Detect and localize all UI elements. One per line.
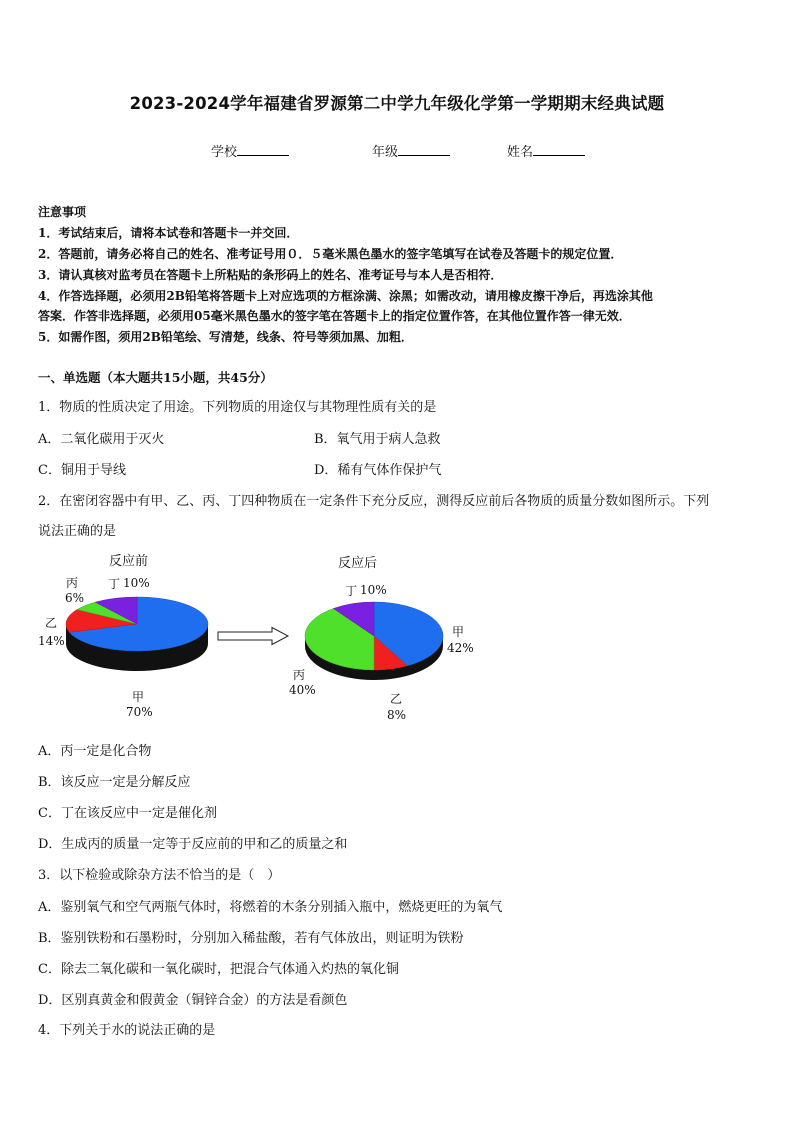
before-label-bing: 丙 [66, 576, 79, 590]
chart-title-after: 反应后 [338, 556, 378, 571]
q2-option-d[interactable]: D．生成丙的质量一定等于反应前的甲和乙的质量之和 [38, 837, 348, 852]
before-value-ding: 10% [123, 576, 150, 590]
before-label-jia: 甲 [132, 690, 145, 704]
q1-option-a[interactable]: A．二氧化碳用于灭火 [38, 432, 165, 447]
q1-option-d[interactable]: D．稀有气体作保护气 [314, 463, 442, 478]
notice-heading: 注意事项 [38, 205, 87, 219]
arrow-icon [218, 628, 288, 645]
notice-line: 答案．作答非选择题，必须用05毫米黑色墨水的签字笔在答题卡上的指定位置作答，在其他位置作答一律无效． [38, 309, 631, 323]
pie-after [305, 602, 443, 680]
q3-option-c[interactable]: C．除去二氧化碳和一氧化碳时，把混合气体通入灼热的氧化铜 [38, 962, 399, 977]
notice-line: 4．作答选择题，必须用2B铅笔将答题卡上对应选项的方框涂满、涂黑；如需改动，请用橡皮擦干净后，再选涂其他 [38, 289, 653, 303]
school-field[interactable] [211, 141, 289, 160]
q3-option-a[interactable]: A．鉴别氧气和空气两瓶气体时，将燃着的木条分别插入瓶中，燃烧更旺的为氧气 [38, 900, 503, 915]
after-label-bing: 丙 [293, 668, 306, 682]
name-label: 姓名 [507, 145, 534, 160]
after-label-yi: 乙 [390, 692, 403, 706]
before-label-yi: 乙 [45, 616, 58, 630]
before-label-ding: 丁 [108, 577, 121, 591]
question-3-stem: 3．以下检验或除杂方法不恰当的是（ ） [38, 868, 281, 883]
school-label: 学校 [211, 145, 238, 160]
q3-option-b[interactable]: B．鉴别铁粉和石墨粉时，分别加入稀盐酸，若有气体放出，则证明为铁粉 [38, 931, 464, 946]
q1-option-b[interactable]: B．氧气用于病人急救 [314, 432, 441, 447]
q1-option-c[interactable]: C．铜用于导线 [38, 463, 126, 478]
name-field[interactable] [507, 141, 585, 160]
q3-option-d[interactable]: D．区别真黄金和假黄金（铜锌合金）的方法是看颜色 [38, 993, 348, 1008]
page-title: 2023-2024学年福建省罗源第二中学九年级化学第一学期期末经典试题 [129, 94, 665, 113]
pie-before [66, 597, 208, 671]
after-value-jia: 42% [447, 641, 474, 655]
after-label-ding: 丁 [345, 584, 358, 598]
q2-option-c[interactable]: C．丁在该反应中一定是催化剂 [38, 806, 217, 821]
question-4-stem: 4．下列关于水的说法正确的是 [38, 1023, 216, 1038]
before-value-yi: 14% [38, 634, 65, 648]
before-value-jia: 70% [126, 705, 153, 719]
after-value-yi: 8% [387, 708, 407, 722]
after-value-ding: 10% [360, 583, 387, 597]
section-heading: 一、单选题（本大题共15小题，共45分） [38, 370, 273, 385]
notice-line: 2．答题前，请务必将自己的姓名、准考证号用０．５毫米黑色墨水的签字笔填写在试卷及答题卡的规定位置． [38, 247, 623, 261]
notice-line: 5．如需作图，须用2B铅笔绘、写清楚，线条、符号等须加黑、加粗． [38, 330, 413, 344]
chart-title-before: 反应前 [109, 554, 149, 569]
notice-line: 1．考试结束后，请将本试卷和答题卡一并交回． [38, 226, 299, 240]
question-2-stem-cont: 说法正确的是 [38, 524, 117, 539]
q2-option-b[interactable]: B．该反应一定是分解反应 [38, 775, 191, 790]
q2-option-a[interactable]: A．丙一定是化合物 [38, 744, 152, 759]
grade-field[interactable] [372, 141, 450, 160]
question-1-stem: 1．物质的性质决定了用途。下列物质的用途仅与其物理性质有关的是 [38, 400, 437, 415]
after-value-bing: 40% [289, 683, 316, 697]
before-value-bing: 6% [65, 591, 85, 605]
question-2-stem: 2．在密闭容器中有甲、乙、丙、丁四种物质在一定条件下充分反应，测得反应前后各物质的质量分数如图所示。下列 [38, 494, 710, 509]
grade-label: 年级 [372, 145, 399, 160]
notice-line: 3．请认真核对监考员在答题卡上所粘贴的条形码上的姓名、准考证号与本人是否相符． [38, 268, 503, 282]
after-label-jia: 甲 [452, 625, 465, 639]
